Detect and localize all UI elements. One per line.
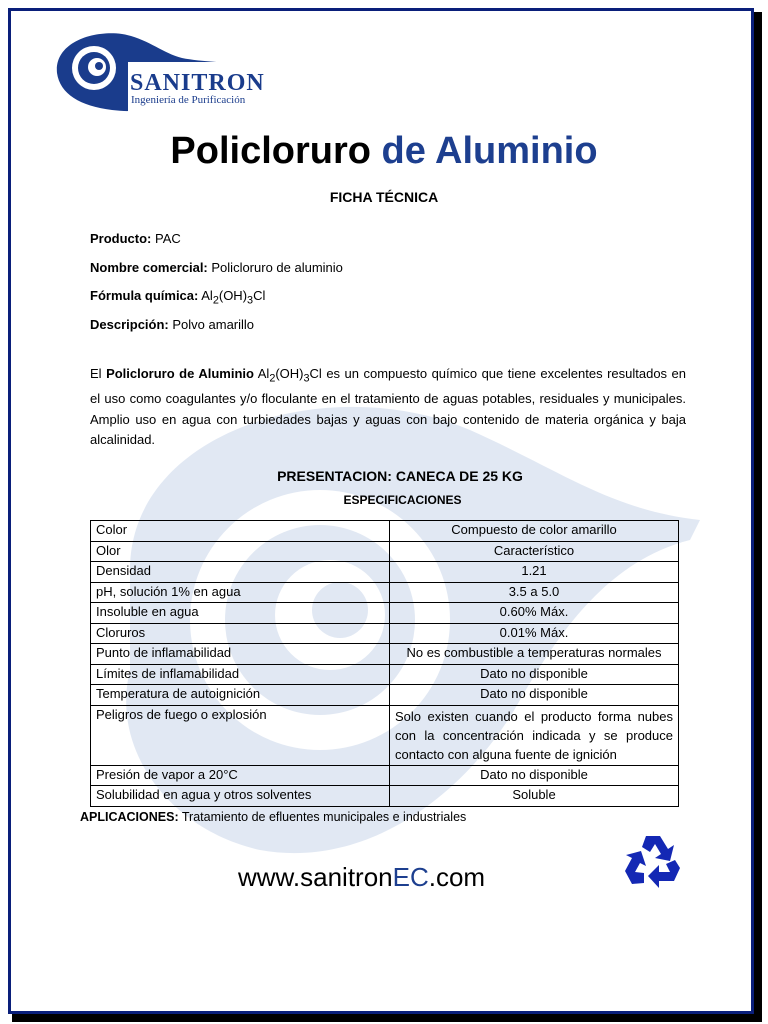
applications	[80, 810, 466, 824]
field-nombre-comercial	[90, 260, 343, 275]
field-descripcion	[90, 317, 254, 332]
title-part2: de Aluminio	[381, 130, 598, 172]
spec-value: 0.60% Máx.	[390, 603, 679, 624]
specs-heading: ESPECIFICACIONES	[343, 493, 462, 507]
table-row	[91, 765, 679, 786]
field-value: Polvo amarillo	[172, 317, 255, 332]
spec-value: Característico	[390, 541, 679, 562]
field-label: Fórmula química:	[90, 288, 199, 303]
brand-name: SANITRON	[130, 70, 265, 96]
spec-value: 1.21	[390, 562, 679, 583]
spec-value: Solo existen cuando el producto forma nubes con la concentración indicada y se produce contacto con alguna fuente de ignición	[390, 705, 679, 765]
recycle-icon	[622, 830, 688, 896]
spec-value: Dato no disponible	[390, 685, 679, 706]
spec-value: No es combustible a temperaturas normales	[390, 644, 679, 665]
table-row	[91, 685, 679, 706]
page-title	[0, 130, 768, 173]
field-label: Nombre comercial:	[90, 260, 208, 275]
page-subtitle: FICHA TÉCNICA	[329, 189, 439, 205]
table-row	[91, 582, 679, 603]
spec-value: Dato no disponible	[390, 664, 679, 685]
spec-property: pH, solución 1% en agua	[91, 582, 390, 603]
spec-property: Presión de vapor a 20°C	[91, 765, 390, 786]
spec-property: Color	[91, 521, 390, 542]
spec-property: Cloruros	[91, 623, 390, 644]
brand-tagline: Ingeniería de Purificación	[131, 94, 246, 106]
spec-value: 3.5 a 5.0	[390, 582, 679, 603]
spec-property: Densidad	[91, 562, 390, 583]
description-paragraph: El Policloruro de Aluminio $Al_2(OH)_3Cl$ es un compuesto químico que tiene excelentes resultados en el uso como coagulantes y/o floculante en el tratamiento de aguas potables, residuales y municipales. Amplio uso en agua con turbiedades bajas y aguas con bajo contenido de materia orgánica y baja alcalinidad.	[90, 366, 687, 448]
spec-property: Olor	[91, 541, 390, 562]
field-formula-quimica	[90, 288, 265, 307]
table-row	[91, 705, 679, 765]
table-row	[91, 786, 679, 807]
spec-property: Límites de inflamabilidad	[91, 664, 390, 685]
spec-property: Peligros de fuego o explosión	[91, 705, 390, 765]
table-row	[91, 623, 679, 644]
field-value: Policloruro de aluminio	[211, 260, 343, 275]
field-label: Descripción:	[90, 317, 169, 332]
table-row	[91, 562, 679, 583]
spec-value: Dato no disponible	[390, 765, 679, 786]
table-row	[91, 664, 679, 685]
spec-property: Punto de inflamabilidad	[91, 644, 390, 665]
spec-property: Insoluble en agua	[91, 603, 390, 624]
formula-value: $Al_2(OH)_3Cl$	[201, 288, 266, 307]
applications-value: Tratamiento de efluentes municipales e industriales	[181, 810, 467, 824]
spec-value: Compuesto de color amarillo	[390, 521, 679, 542]
specs-table	[90, 520, 679, 807]
spec-value: Soluble	[390, 786, 679, 807]
table-row	[91, 644, 679, 665]
table-row	[91, 603, 679, 624]
website-url: www.sanitronEC.com	[238, 862, 486, 892]
title-part1: Policloruro	[170, 130, 371, 172]
field-producto	[90, 231, 181, 246]
field-value: PAC	[155, 231, 181, 246]
table-row	[91, 521, 679, 542]
field-label: Producto:	[90, 231, 152, 246]
spec-value: 0.01% Máx.	[390, 623, 679, 644]
presentation-heading: PRESENTACION: CANECA DE 25 KG	[277, 468, 523, 484]
applications-label: APLICACIONES:	[80, 810, 179, 824]
spec-property: Solubilidad en agua y otros solventes	[91, 786, 390, 807]
table-row	[91, 541, 679, 562]
product-name-bold: Policloruro de Aluminio	[106, 366, 254, 381]
spec-property: Temperatura de autoignición	[91, 685, 390, 706]
